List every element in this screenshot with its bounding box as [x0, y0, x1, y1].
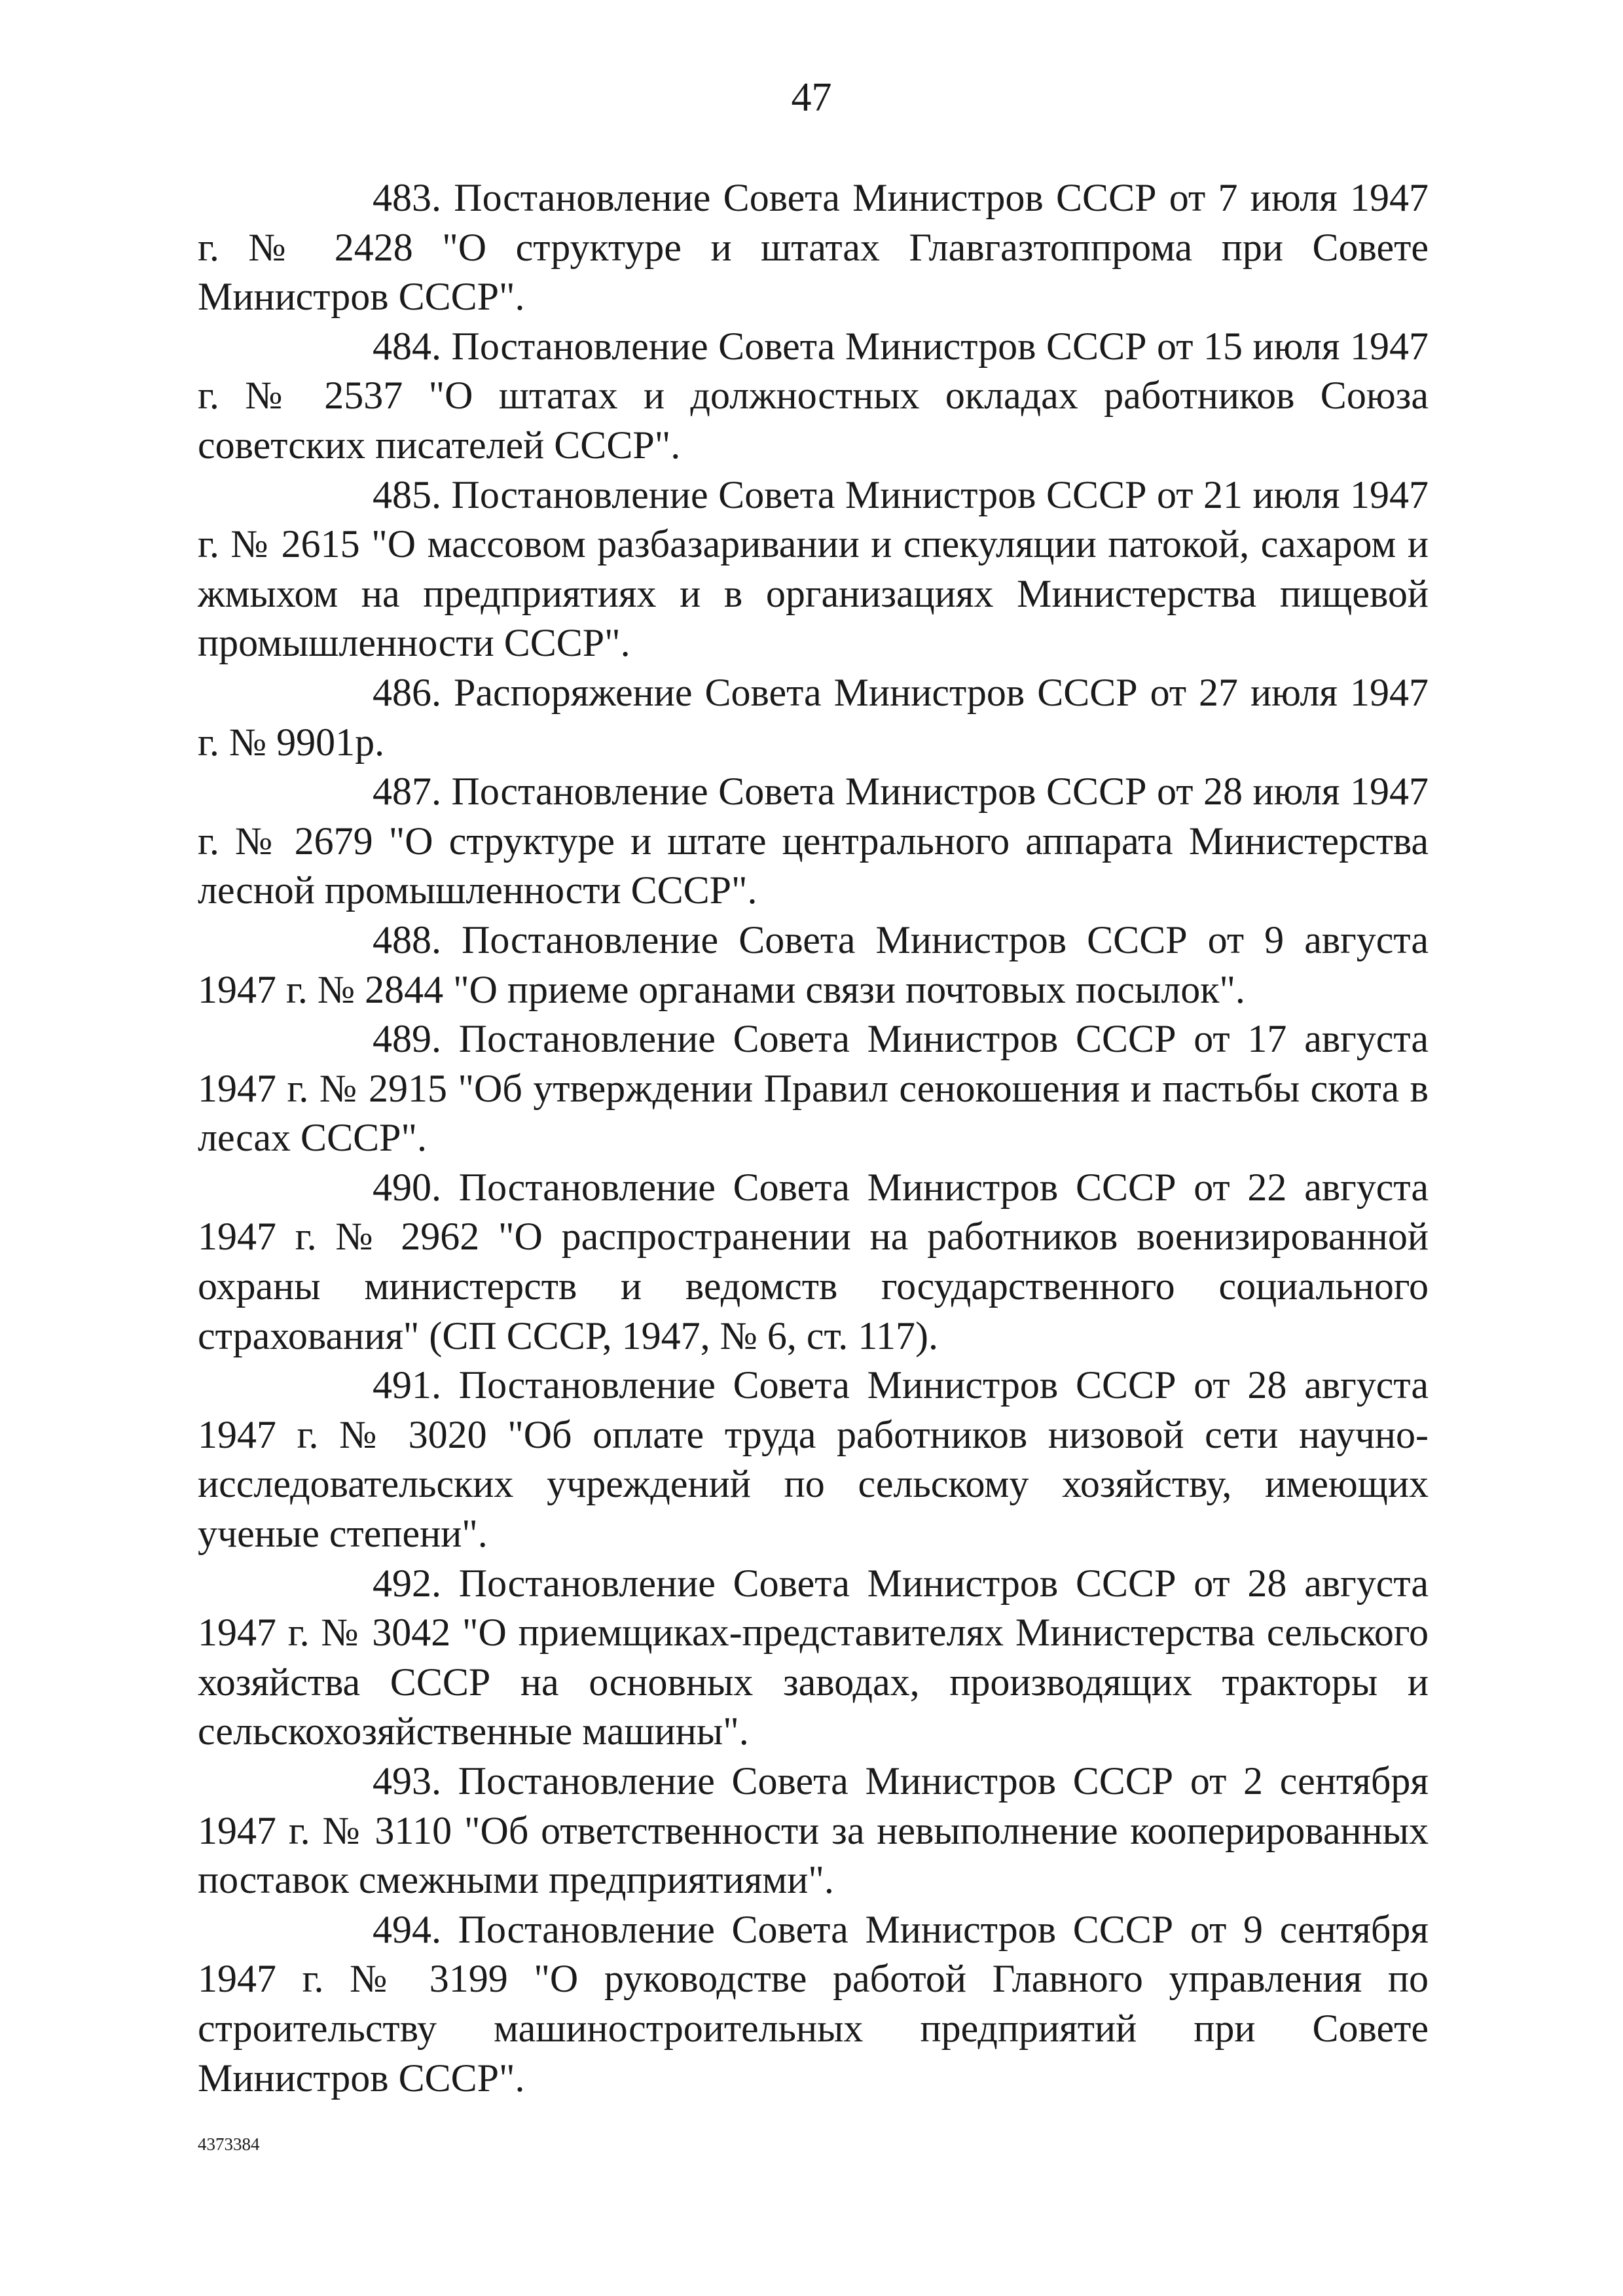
list-item: 490. Постановление Совета Министров СССР от 22 августа 1947 г. № 2962 "О распространении на работников военизированной охраны министерств и ведомств государственного социального страхования" (СП СССР, 1947, № 6, ст. 117). [198, 1165, 1429, 1357]
document-code: 4373384 [198, 2134, 260, 2154]
list-item: 489. Постановление Совета Министров СССР от 17 августа 1947 г. № 2915 "Об утверждении Правил сенокошения и пастьбы скота в лесах СССР". [198, 1017, 1429, 1160]
list-item: 492. Постановление Совета Министров СССР от 28 августа 1947 г. № 3042 "О приемщиках-представителях Министерства сельского хозяйства СССР на основных заводах, производящих тракторы и сельскохозяйственные машины". [198, 1561, 1429, 1753]
list-item: 485. Постановление Совета Министров СССР от 21 июля 1947 г. № 2615 "О массовом разбазаривании и спекуляции патокой, сахаром и жмыхом на предприятиях и в организациях Министерства пищевой промышленности СССР". [198, 473, 1429, 665]
list-item: 487. Постановление Совета Министров СССР от 28 июля 1947 г. № 2679 "О структуре и штате центрального аппарата Министерства лесной промышленности СССР". [198, 770, 1429, 912]
list-item: 483. Постановление Совета Министров СССР от 7 июля 1947 г. № 2428 "О структуре и штатах Главгазтоппрома при Совете Министров СССР". [198, 176, 1429, 319]
document-body [198, 173, 1429, 2103]
list-item: 484. Постановление Совета Министров СССР от 15 июля 1947 г. № 2537 "О штатах и должностных окладах работников Союза советских писателей СССР". [198, 324, 1429, 467]
list-item: 494. Постановление Совета Министров СССР от 9 сентября 1947 г. № 3199 "О руководстве работой Главного управления по строительству машиностроительных предприятий при Совете Министров СССР". [198, 1907, 1429, 2100]
list-item: 493. Постановление Совета Министров СССР от 2 сентября 1947 г. № 3110 "Об ответственности за невыполнение кооперированных поставок смежными предприятиями". [198, 1759, 1429, 1902]
page-number: 47 [791, 75, 832, 120]
list-item: 491. Постановление Совета Министров СССР от 28 августа 1947 г. № 3020 "Об оплате труда работников низовой сети научно-исследовательских учреждений по сельскому хозяйству, имеющих ученые степени". [198, 1363, 1429, 1556]
list-item: 488. Постановление Совета Министров СССР от 9 августа 1947 г. № 2844 "О приеме органами связи почтовых посылок". [198, 918, 1429, 1011]
list-item: 486. Распоряжение Совета Министров СССР от 27 июля 1947 г. № 9901р. [198, 670, 1429, 764]
